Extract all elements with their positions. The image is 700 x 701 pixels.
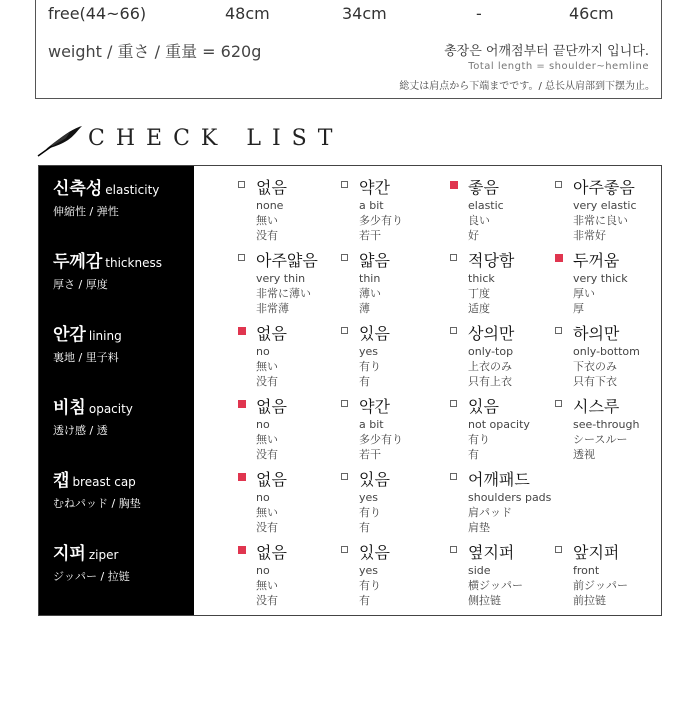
option-line: 肩パッド [468, 506, 512, 519]
length-note-ko: 총장은 어깨점부터 끝단까지 입니다. [444, 44, 649, 59]
option-line: 没有 [256, 229, 278, 242]
checked-box-icon[interactable] [555, 254, 563, 262]
option-line: 前ジッパー [573, 579, 628, 592]
option-description [468, 198, 504, 243]
option-line: 适度 [468, 302, 490, 315]
option-description [573, 563, 628, 608]
option-line: 只有下衣 [573, 375, 617, 388]
option-line: 無い [256, 433, 278, 446]
unchecked-box-icon[interactable] [555, 546, 562, 553]
option-line: 無い [256, 579, 278, 592]
option-title: 없음 [256, 324, 287, 343]
option-description [256, 344, 278, 389]
weight-text: weight / 重さ / 重量 = 620g [48, 42, 262, 61]
option-description [468, 563, 523, 608]
unchecked-box-icon[interactable] [341, 181, 348, 188]
option-title: 있음 [359, 470, 390, 489]
unchecked-box-icon[interactable] [450, 254, 457, 261]
option-line: 若干 [359, 229, 381, 242]
option-line: 薄 [359, 302, 370, 315]
size-info-box [35, 0, 662, 99]
unchecked-box-icon[interactable] [555, 327, 562, 334]
row-label-lining [53, 320, 122, 365]
option-line: 多少有り [359, 433, 403, 446]
option-description [256, 271, 311, 316]
option-line: 没有 [256, 448, 278, 461]
option-description [359, 271, 381, 316]
option-line: no [256, 345, 270, 358]
row-label-en: lining [88, 329, 122, 343]
unchecked-box-icon[interactable] [555, 181, 562, 188]
option-title: 얇음 [359, 251, 390, 270]
row-label-en: breast cap [72, 475, 136, 489]
option-line: 非常好 [573, 229, 606, 242]
option-description [359, 417, 403, 462]
size-value-2: 34cm [342, 4, 387, 23]
row-label-sub: むねパッド / 胸垫 [53, 497, 141, 510]
length-note-en: Total length = shoulder~hemline [468, 61, 649, 72]
row-label-thickness [53, 247, 162, 292]
unchecked-box-icon[interactable] [238, 181, 245, 188]
option-line: 非常に薄い [256, 287, 311, 300]
option-line: thick [468, 272, 495, 285]
size-value-4: 46cm [569, 4, 614, 23]
row-label-ko: 안감 [53, 325, 86, 345]
unchecked-box-icon[interactable] [341, 546, 348, 553]
unchecked-box-icon[interactable] [450, 400, 457, 407]
option-line: 有 [359, 594, 370, 607]
option-line: 下衣のみ [573, 360, 617, 373]
option-line: shoulders pads [468, 491, 552, 504]
option-title: 없음 [256, 397, 287, 416]
option-line: yes [359, 345, 379, 358]
option-line: 肩垫 [468, 521, 490, 534]
option-description [256, 490, 278, 535]
unchecked-box-icon[interactable] [341, 327, 348, 334]
option-description [468, 271, 495, 316]
option-line: yes [359, 564, 379, 577]
option-title: 시스루 [573, 397, 620, 416]
option-line: 有 [359, 521, 370, 534]
option-line: see-through [573, 418, 640, 431]
option-title: 하의만 [573, 324, 620, 343]
option-line: 厚い [573, 287, 595, 300]
unchecked-box-icon[interactable] [341, 254, 348, 261]
option-line: only-bottom [573, 345, 640, 358]
option-line: 前拉链 [573, 594, 606, 607]
option-description [573, 271, 628, 316]
row-label-sub: 厚さ / 厚度 [53, 278, 108, 291]
option-description [359, 490, 381, 535]
option-line: yes [359, 491, 379, 504]
option-line: 侧拉链 [468, 594, 501, 607]
option-description [468, 344, 513, 389]
option-line: 只有上衣 [468, 375, 512, 388]
option-line: side [468, 564, 491, 577]
option-description [256, 417, 278, 462]
feather-icon [36, 124, 84, 158]
option-line: none [256, 199, 284, 212]
option-line: 横ジッパー [468, 579, 523, 592]
option-line: 無い [256, 506, 278, 519]
option-title: 아주얇음 [256, 251, 318, 270]
unchecked-box-icon[interactable] [555, 400, 562, 407]
checked-box-icon[interactable] [238, 473, 246, 481]
option-line: very thick [573, 272, 628, 285]
option-line: 没有 [256, 594, 278, 607]
option-line: 無い [256, 360, 278, 373]
row-label-en: elasticity [105, 183, 160, 197]
option-description [359, 563, 381, 608]
option-title: 상의만 [468, 324, 515, 343]
option-line: thin [359, 272, 381, 285]
option-line: 良い [468, 214, 490, 227]
option-line: no [256, 564, 270, 577]
size-value-1: 48cm [225, 4, 270, 23]
unchecked-box-icon[interactable] [341, 400, 348, 407]
row-label-ko: 캡 [53, 471, 70, 491]
option-line: 有り [359, 506, 381, 519]
option-line: 厚 [573, 302, 584, 315]
option-line: 有り [359, 579, 381, 592]
option-description [256, 198, 283, 243]
option-line: a bit [359, 199, 384, 212]
checked-box-icon[interactable] [238, 327, 246, 335]
option-description [359, 198, 403, 243]
size-value-3: - [476, 4, 482, 23]
size-label: free(44~66) [48, 4, 147, 23]
option-title: 없음 [256, 543, 287, 562]
row-label-en: ziper [88, 548, 119, 562]
checked-box-icon[interactable] [238, 546, 246, 554]
option-title: 없음 [256, 470, 287, 489]
option-line: 非常に良い [573, 214, 628, 227]
option-line: 有 [468, 448, 479, 461]
option-title: 약간 [359, 397, 390, 416]
row-label-ko: 비침 [53, 398, 86, 418]
option-line: 多少有り [359, 214, 403, 227]
row-label-opacity [53, 393, 133, 438]
option-description [573, 198, 637, 243]
row-label-sub: 裏地 / 里子料 [53, 351, 119, 364]
option-description [468, 490, 551, 535]
option-title: 있음 [468, 397, 499, 416]
unchecked-box-icon[interactable] [450, 473, 457, 480]
option-line: 無い [256, 214, 278, 227]
row-label-ziper [53, 539, 130, 584]
option-description [256, 563, 278, 608]
option-line: 薄い [359, 287, 381, 300]
unchecked-box-icon[interactable] [238, 254, 245, 261]
option-line: only-top [468, 345, 514, 358]
option-line: 若干 [359, 448, 381, 461]
option-title: 약간 [359, 178, 390, 197]
option-title: 좋음 [468, 178, 499, 197]
option-line: very thin [256, 272, 306, 285]
option-line: a bit [359, 418, 384, 431]
row-label-breast-cap [53, 466, 141, 511]
option-line: 没有 [256, 521, 278, 534]
option-line: no [256, 418, 270, 431]
row-label-sub: 透け感 / 透 [53, 424, 108, 437]
option-line: no [256, 491, 270, 504]
unchecked-box-icon[interactable] [450, 546, 457, 553]
option-title: 없음 [256, 178, 287, 197]
check-list-table [38, 165, 662, 616]
option-line: 好 [468, 229, 479, 242]
option-line: 没有 [256, 375, 278, 388]
option-description [359, 344, 381, 389]
option-line: 透视 [573, 448, 595, 461]
check-list-title: CHECK LIST [88, 126, 344, 151]
option-description [573, 344, 640, 389]
row-label-ko: 두께감 [53, 252, 103, 272]
option-title: 어깨패드 [468, 470, 530, 489]
option-line: very elastic [573, 199, 637, 212]
option-line: not opacity [468, 418, 530, 431]
unchecked-box-icon[interactable] [450, 327, 457, 334]
option-title: 있음 [359, 324, 390, 343]
option-line: シースルー [573, 433, 628, 446]
length-note-jp-cn: 総丈は肩点から下端までです。/ 总长从肩部到下摆为止。 [399, 81, 655, 92]
option-line: 丁度 [468, 287, 490, 300]
option-title: 적당함 [468, 251, 515, 270]
row-label-en: thickness [105, 256, 162, 270]
option-description [573, 417, 639, 462]
row-label-ko: 지퍼 [53, 544, 86, 564]
option-line: elastic [468, 199, 504, 212]
option-line: 有り [468, 433, 490, 446]
unchecked-box-icon[interactable] [341, 473, 348, 480]
option-line: 非常薄 [256, 302, 289, 315]
option-title: 옆지퍼 [468, 543, 515, 562]
row-label-sub: 伸縮性 / 弹性 [53, 205, 119, 218]
checked-box-icon[interactable] [238, 400, 246, 408]
option-title: 앞지퍼 [573, 543, 620, 562]
checked-box-icon[interactable] [450, 181, 458, 189]
option-line: 上衣のみ [468, 360, 512, 373]
option-title: 두꺼움 [573, 251, 620, 270]
row-label-ko: 신축성 [53, 179, 103, 199]
option-line: 有 [359, 375, 370, 388]
option-title: 아주좋음 [573, 178, 635, 197]
option-title: 있음 [359, 543, 390, 562]
row-label-sub: ジッパー / 拉链 [53, 570, 130, 583]
option-description [468, 417, 530, 462]
row-label-en: opacity [88, 402, 133, 416]
option-line: 有り [359, 360, 381, 373]
option-line: front [573, 564, 600, 577]
row-label-elasticity [53, 174, 159, 219]
